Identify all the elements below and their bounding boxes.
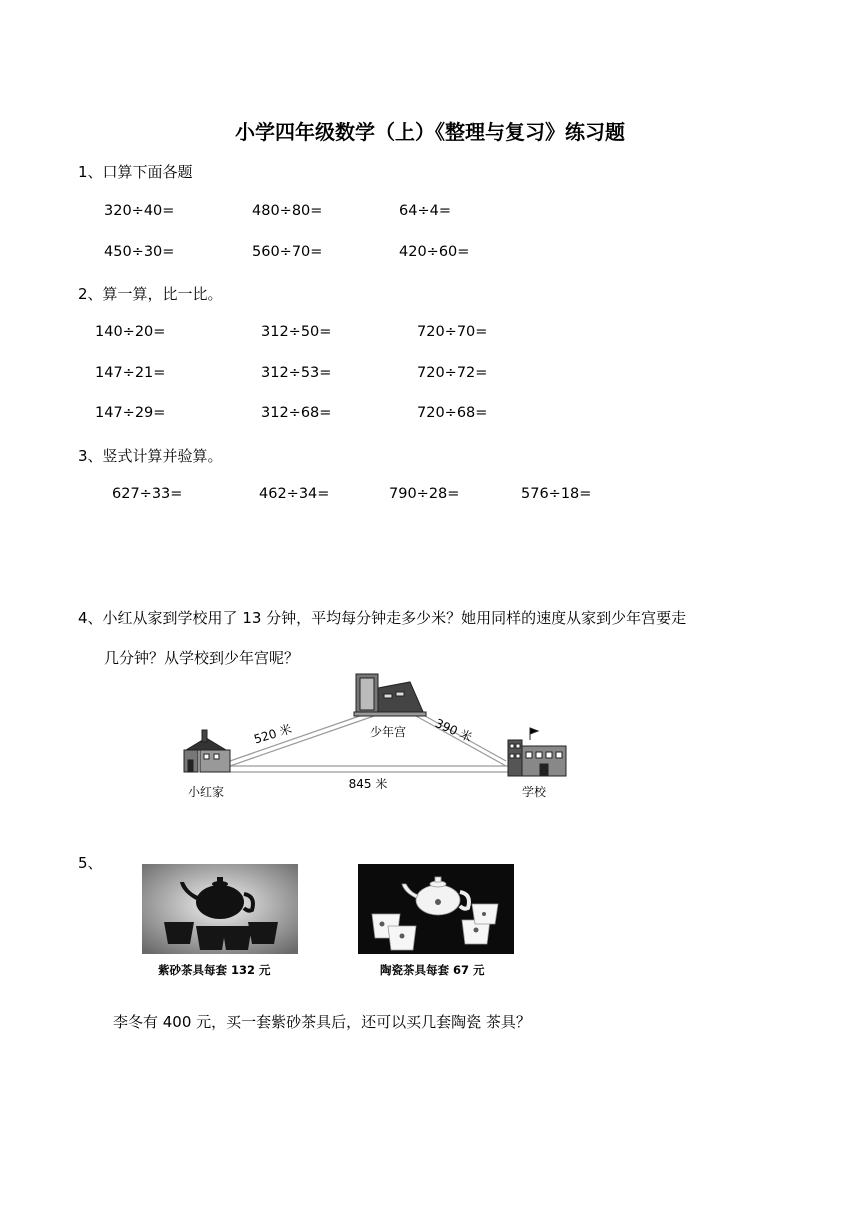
q2-expr: 140÷20=	[95, 324, 166, 340]
caption-clay-teaset: 紫砂茶具每套 132 元	[158, 963, 271, 977]
q3-heading: 3、竖式计算并验算。	[78, 447, 223, 465]
road-home-palace	[230, 711, 374, 766]
page-title: 小学四年级数学（上）《整理与复习》练习题	[235, 120, 625, 144]
q1-expr: 480÷80=	[252, 203, 323, 219]
q2-expr: 720÷72=	[417, 365, 488, 381]
q2-expr: 312÷53=	[261, 365, 332, 381]
q1-heading: 1、口算下面各题	[78, 163, 193, 181]
q3-expr: 576÷18=	[521, 486, 592, 502]
porcelain-teaset-image	[358, 864, 514, 954]
q5-number: 5、	[78, 854, 103, 872]
q1-expr: 420÷60=	[399, 244, 470, 260]
q1-expr: 64÷4=	[399, 203, 451, 219]
q1-expr: 560÷70=	[252, 244, 323, 260]
q2-expr: 147÷29=	[95, 405, 166, 421]
q3-expr: 462÷34=	[259, 486, 330, 502]
q2-heading: 2、算一算，比一比。	[78, 285, 223, 303]
label-school: 学校	[521, 785, 547, 799]
q1-expr: 450÷30=	[104, 244, 175, 260]
q4-line1: 4、小红从家到学校用了 13 分钟，平均每分钟走多少米？她用同样的速度从家到少年宫要走	[78, 609, 687, 627]
q2-expr: 312÷68=	[261, 405, 332, 421]
q1-expr: 320÷40=	[104, 203, 175, 219]
school-icon	[508, 728, 566, 776]
q5-question: 李冬有 400 元，买一套紫砂茶具后，还可以买几套陶瓷 茶具？	[113, 1013, 531, 1031]
caption-porcelain-teaset: 陶瓷茶具每套 67 元	[380, 963, 485, 977]
clay-teaset-image	[142, 864, 298, 954]
q3-expr: 627÷33=	[112, 486, 183, 502]
house-icon	[184, 730, 230, 772]
youth-palace-icon	[354, 674, 426, 716]
q2-expr: 720÷70=	[417, 324, 488, 340]
label-palace: 少年宫	[369, 725, 407, 739]
road-home-school	[230, 766, 508, 772]
route-diagram	[178, 668, 590, 808]
distance-palace-school: 390 米	[433, 716, 475, 745]
distance-home-palace: 520 米	[252, 721, 294, 747]
distance-home-school: 845 米	[348, 777, 388, 791]
q4-line2: 几分钟？从学校到少年宫呢？	[104, 649, 300, 667]
q3-expr: 790÷28=	[389, 486, 460, 502]
label-home: 小红家	[187, 785, 225, 799]
q2-expr: 720÷68=	[417, 405, 488, 421]
q2-expr: 147÷21=	[95, 365, 166, 381]
q2-expr: 312÷50=	[261, 324, 332, 340]
